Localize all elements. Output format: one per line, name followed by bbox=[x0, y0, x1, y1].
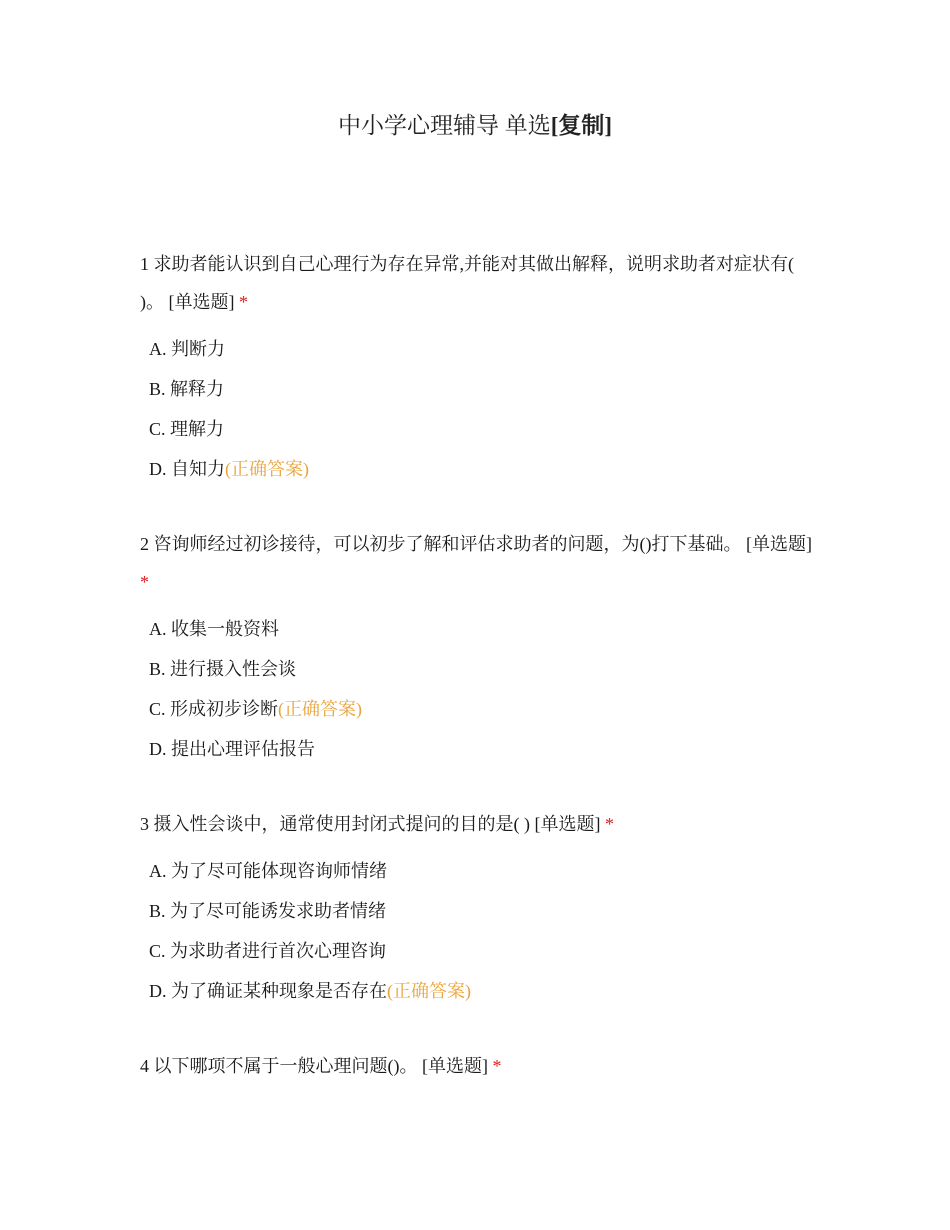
option-label: A. 为了尽可能体现咨询师情绪 bbox=[149, 861, 387, 881]
option-b[interactable] bbox=[140, 891, 820, 931]
required-star: * bbox=[140, 572, 149, 592]
correct-answer-tag: (正确答案) bbox=[225, 459, 309, 479]
question-4 bbox=[140, 1047, 820, 1085]
question-text: 1 求助者能认识到自己心理行为存在异常,并能对其做出解释，说明求助者对症状有( )。 [单选题] bbox=[140, 254, 794, 312]
question-stem bbox=[140, 805, 820, 843]
option-c[interactable] bbox=[140, 689, 820, 729]
option-list bbox=[140, 851, 820, 1011]
option-a[interactable] bbox=[140, 329, 820, 369]
question-text: 4 以下哪项不属于一般心理问题()。 [单选题] bbox=[140, 1056, 488, 1076]
correct-answer-tag: (正确答案) bbox=[387, 981, 471, 1001]
option-label: C. 理解力 bbox=[149, 419, 225, 439]
question-text: 3 摄入性会谈中，通常使用封闭式提问的目的是( ) [单选题] bbox=[140, 814, 601, 834]
required-star: * bbox=[604, 814, 614, 834]
option-label: B. 为了尽可能诱发求助者情绪 bbox=[149, 901, 387, 921]
option-list bbox=[140, 329, 820, 489]
question-2 bbox=[140, 525, 820, 769]
question-3 bbox=[140, 805, 820, 1011]
option-label: A. 判断力 bbox=[149, 339, 225, 359]
option-label: B. 进行摄入性会谈 bbox=[149, 659, 297, 679]
option-label: C. 形成初步诊断 bbox=[149, 699, 279, 719]
option-a[interactable] bbox=[140, 851, 820, 891]
title-main: 中小学心理辅导 单选 bbox=[337, 113, 551, 138]
option-label: D. 自知力 bbox=[149, 459, 225, 479]
option-c[interactable] bbox=[140, 409, 820, 449]
option-b[interactable] bbox=[140, 369, 820, 409]
question-stem bbox=[140, 525, 820, 601]
correct-answer-tag: (正确答案) bbox=[278, 699, 363, 719]
option-label: A. 收集一般资料 bbox=[149, 619, 279, 639]
option-a[interactable] bbox=[140, 609, 820, 649]
question-stem bbox=[140, 245, 820, 321]
question-text: 2 咨询师经过初诊接待，可以初步了解和评估求助者的问题，为()打下基础。 [单选题] bbox=[140, 534, 812, 554]
option-b[interactable] bbox=[140, 649, 820, 689]
required-star: * bbox=[238, 292, 248, 312]
option-label: D. 提出心理评估报告 bbox=[149, 739, 315, 759]
option-d[interactable] bbox=[140, 971, 820, 1011]
option-label: D. 为了确证某种现象是否存在 bbox=[149, 981, 387, 1001]
option-list bbox=[140, 609, 820, 769]
option-c[interactable] bbox=[140, 931, 820, 971]
option-d[interactable] bbox=[140, 729, 820, 769]
title-suffix: [复制] bbox=[550, 113, 613, 138]
question-1 bbox=[140, 245, 820, 489]
option-label: C. 为求助者进行首次心理咨询 bbox=[149, 941, 387, 961]
required-star: * bbox=[492, 1056, 502, 1076]
option-label: B. 解释力 bbox=[149, 379, 225, 399]
option-d[interactable] bbox=[140, 449, 820, 489]
question-stem bbox=[140, 1047, 820, 1085]
page-title bbox=[0, 110, 950, 142]
